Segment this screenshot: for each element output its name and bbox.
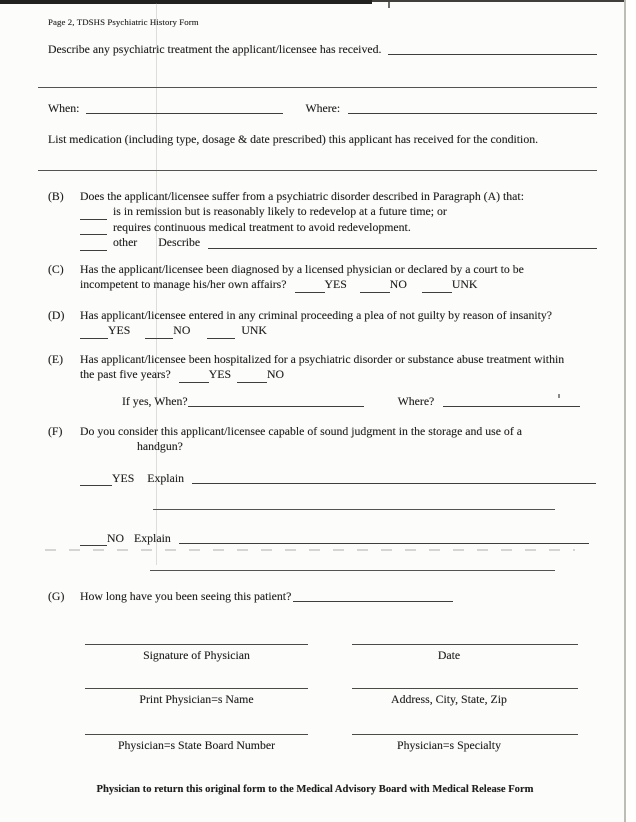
- section-c-id: (C): [48, 261, 64, 276]
- section-f-no-label: NO: [107, 531, 125, 545]
- section-e-line2: the past five years?: [80, 367, 171, 382]
- if-yes-where-label: Where?: [397, 394, 435, 408]
- describe-treatment-blank: [388, 54, 597, 55]
- section-d-yes-label: YES: [108, 323, 131, 338]
- scan-top-edge-dark: [0, 0, 372, 4]
- scan-top-tick: [388, 2, 390, 8]
- section-c: [48, 262, 597, 293]
- explain-yes-rule-line: [153, 509, 555, 510]
- signature-of-physician-label: Signature of Physician: [143, 648, 250, 662]
- section-e-id: (E): [48, 351, 64, 366]
- other-option-label: other: [113, 235, 138, 250]
- section-d-unk-label: UNK: [241, 323, 267, 338]
- address-city-state-zip-field: [352, 688, 578, 706]
- answer-rule-line: [38, 87, 597, 88]
- section-b-id: (B): [48, 188, 64, 203]
- physician-specialty-field: [352, 734, 578, 752]
- describe-other-blank: [208, 248, 597, 249]
- section-f-yes-label: YES: [112, 471, 135, 485]
- physician-specialty-label: Physician=s Specialty: [397, 738, 501, 752]
- where-label: Where:: [305, 101, 341, 115]
- section-c-unk-blank: [422, 291, 452, 293]
- if-yes-where-blank: [443, 406, 580, 407]
- section-d-line1: Has applicant/licensee entered in any criminal proceeding a plea of not guilty by reason of insanity?: [80, 307, 553, 322]
- section-d-no-blank: [145, 337, 173, 339]
- section-d: [48, 308, 597, 339]
- medication-label: List medication (including type, dosage & date prescribed) this applicant has received for the condition.: [48, 132, 539, 146]
- date-field: [352, 644, 578, 662]
- section-d-unk-blank: [207, 337, 235, 339]
- if-yes-when-blank: [188, 406, 364, 407]
- section-c-yes-blank: [295, 291, 325, 293]
- section-c-line2: incompetent to manage his/her own affairs?: [80, 277, 287, 292]
- remission-option-label: is in remission but is reasonably likely to redevelop at a future time; or: [113, 204, 447, 219]
- signature-of-physician-field: [85, 644, 308, 662]
- section-e-no-label: NO: [267, 367, 285, 382]
- describe-other-label: Describe: [158, 235, 201, 250]
- section-e: [48, 352, 597, 383]
- address-city-state-zip-label: Address, City, State, Zip: [391, 692, 507, 706]
- section-g-blank: [293, 601, 453, 602]
- state-board-number-label: Physician=s State Board Number: [117, 738, 276, 752]
- section-e-line1: Has applicant/licensee been hospitalized for a psychiatric disorder or substance abuse treatment within: [80, 351, 565, 366]
- section-c-line1: Has the applicant/licensee been diagnosed by a licensed physician or declared by a court to be: [80, 261, 524, 276]
- explain-no-blank: [179, 543, 589, 544]
- section-g-question: How long have you been seeing this patient?: [80, 589, 292, 603]
- treatment-option-label: requires continuous medical treatment to avoid redevelopment.: [113, 219, 411, 234]
- when-blank: [86, 113, 283, 114]
- if-yes-when-label: If yes, When?: [122, 394, 188, 408]
- print-physician-name-field: [85, 688, 308, 706]
- section-f-line2: handgun?: [137, 439, 183, 454]
- page-header: Page 2, TDSHS Psychiatric History Form: [48, 17, 199, 27]
- section-f-line1: Do you consider this applicant/licensee capable of sound judgment in the storage and use of a: [80, 423, 522, 438]
- other-blank: [80, 249, 107, 251]
- explain-no-label: Explain: [134, 531, 171, 545]
- section-f-id: (F): [48, 423, 63, 438]
- section-f: [48, 424, 597, 455]
- remission-blank: [80, 218, 107, 220]
- print-physician-name-label: Print Physician=s Name: [139, 692, 254, 706]
- section-c-unk-label: UNK: [451, 277, 478, 292]
- section-g-id: (G): [48, 589, 65, 603]
- section-d-id: (D): [48, 307, 65, 322]
- scan-right-margin: [626, 0, 636, 822]
- treatment-blank: [80, 233, 107, 235]
- date-label: Date: [437, 648, 461, 662]
- when-label: When:: [48, 101, 80, 115]
- describe-treatment-label: Describe any psychiatric treatment the applicant/licensee has received.: [48, 42, 382, 56]
- explain-yes-label: Explain: [147, 471, 184, 485]
- scan-smudge-line: [45, 549, 575, 551]
- section-b: [48, 189, 597, 251]
- state-board-number-field: [85, 734, 308, 752]
- explain-no-rule-line: [150, 570, 555, 571]
- scan-right-edge: [624, 0, 626, 822]
- medication-rule-line: [38, 170, 597, 171]
- section-e-yes-blank: [179, 381, 209, 383]
- where-blank: [348, 113, 597, 114]
- section-e-yes-label: YES: [208, 367, 232, 382]
- section-d-yes-blank: [80, 337, 108, 339]
- section-c-no-label: NO: [389, 277, 407, 292]
- return-instruction-note: Physician to return this original form to the Medical Advisory Board with Medical Release Form: [96, 784, 534, 795]
- explain-yes-blank: [192, 483, 596, 484]
- section-f-yes-blank: [80, 484, 112, 486]
- section-c-yes-label: YES: [324, 277, 347, 292]
- section-c-no-blank: [360, 291, 390, 293]
- section-e-no-blank: [237, 381, 267, 383]
- section-f-no-blank: [80, 544, 107, 546]
- section-d-no-label: NO: [173, 323, 191, 338]
- section-b-question: Does the applicant/licensee suffer from a psychiatric disorder described in Paragraph (A) that:: [80, 188, 524, 203]
